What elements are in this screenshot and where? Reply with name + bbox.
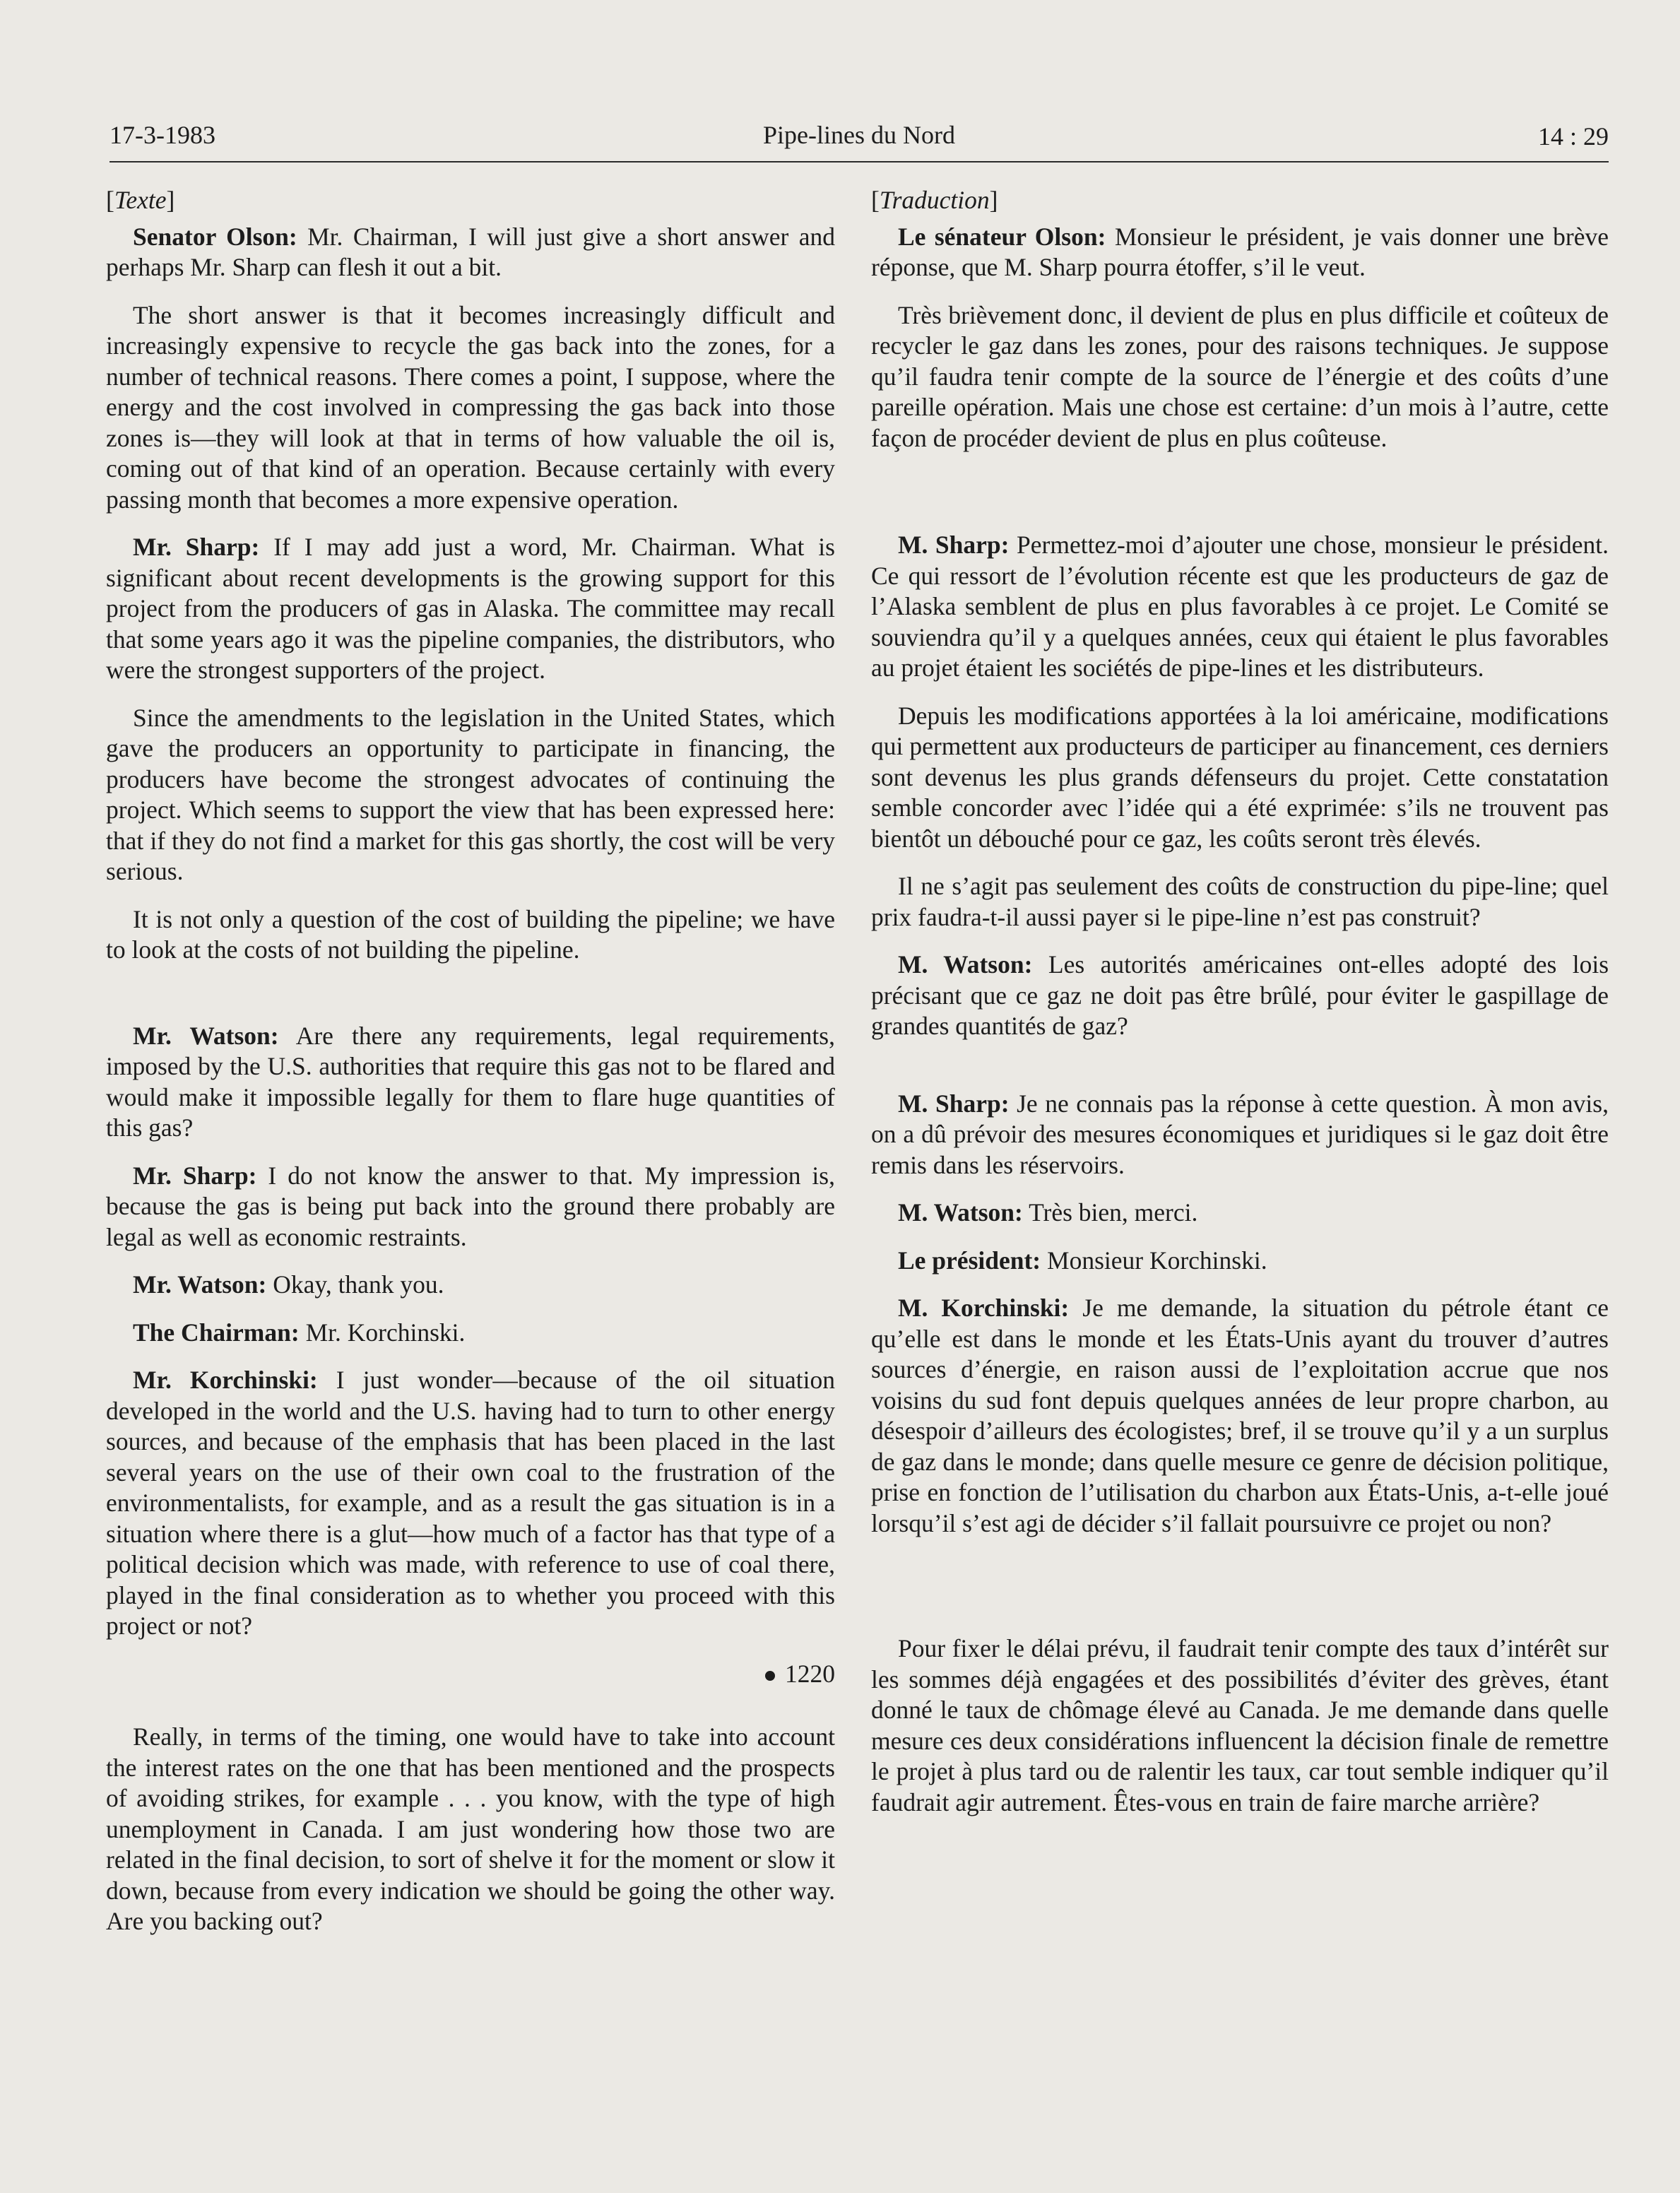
bullet-icon (765, 1671, 775, 1681)
speaker-name: M. Watson: (898, 1198, 1023, 1226)
time-marker: 1220 (106, 1659, 835, 1690)
speaker-name: Mr. Watson: (133, 1270, 267, 1299)
speaker-name: M. Watson: (898, 950, 1033, 979)
paragraph: Pour fixer le délai prévu, il faudrait tenir compte des taux d’intérêt sur les sommes déjà engagées et des possibilités d’éviter des grèves, étant donné le taux de chômage élevé au Canada. Je me demande dans quelle mesure ces deux considérations influencent la décision finale de remettre le projet à plus tard ou de ralentir les taux, car tout semble indiquer qu’il faudrait agir autrement. Êtes-vous en train de faire marche arrière? (871, 1634, 1609, 1816)
paragraph: M. Korchinski: Je me demande, la situation du pétrole étant ce qu’elle est dans le monde et les États-Unis ayant du trouver d’autres sources d’énergie, en raison aussi de l’exploitation accrue que nos voisins du sud font depuis quelques années de leur propre charbon, au désespoir d’ailleurs des écologistes; bref, il se trouve qu’il y a un surplus de gaz dans le monde; dans quelle mesure ce genre de décision politique, prise en fonction de l’utilisation du charbon aux États-Unis, a-t-elle joué lorsqu’il s’est agi de décider s’il fallait poursuivre ce projet ou non? (871, 1294, 1609, 1537)
speaker-name: Senator Olson: (133, 222, 297, 251)
page-header (110, 117, 1609, 162)
paragraph: Really, in terms of the timing, one would have to take into account the interest rates on the one that has been mentioned and the prospects of avoiding strikes, for example . . . you know, with the type of high unemployment in Canada. I am just wondering how those two are related in the final decision, to sort of shelve it for the moment or slow it down, because from every indication we should be going the other way. Are you backing out? (106, 1722, 835, 1935)
paragraph: Mr. Watson: Are there any requirements, legal requirements, imposed by the U.S. authorities that require this gas not to be flared and would make it impossible legally for them to flare huge quantities of this gas? (106, 1021, 835, 1142)
header-date: 17-3-1983 (110, 121, 215, 149)
paragraph: M. Watson: Très bien, merci. (898, 1198, 1198, 1226)
header-page-number: 14 : 29 (1537, 122, 1609, 150)
paragraph: The Chairman: Mr. Korchinski. (133, 1318, 466, 1347)
speaker-name: Mr. Sharp: (133, 533, 260, 561)
paragraph: M. Sharp: Permettez-moi d’ajouter une chose, monsieur le président. Ce qui ressort de l’évolution récente est que les producteurs de gaz de l’Alaska semblent de plus en plus favorables à ce projet. Le Comité se souviendra qu’il y a quelques années, ceux qui étaient le plus favorables au projet étaient les sociétés de pipe-lines et les distributeurs. (871, 531, 1609, 682)
paragraph: Il ne s’agit pas seulement des coûts de construction du pipe-line; quel prix faudra-t-il aussi payer si le pipe-line n’est pas construit? (871, 872, 1609, 931)
paragraph: It is not only a question of the cost of building the pipeline; we have to look at the costs of not building the pipeline. (106, 904, 835, 964)
speaker-name: The Chairman: (133, 1318, 300, 1347)
paragraph: Since the amendments to the legislation in the United States, which gave the producers an opportunity to participate in financing, the producers have become the strongest advocates of continuing the project. Which seems to support the view that has been expressed here: that if they do not find a market for this gas shortly, the cost will be very serious. (106, 703, 835, 885)
speaker-name: M. Sharp: (898, 531, 1010, 559)
column-tag-french: [Traduction] (871, 186, 998, 214)
paragraph: M. Watson: Les autorités américaines ont-elles adopté des lois précisant que ce gaz ne doit pas être brûlé, pour éviter le gaspillage de grandes quantités de gaz? (871, 950, 1609, 1040)
speaker-name: Mr. Watson: (133, 1021, 279, 1050)
header-title: Pipe-lines du Nord (763, 121, 955, 149)
paragraph: Depuis les modifications apportées à la loi américaine, modifications qui permettent aux producteurs de participer au financement, ces derniers sont devenus les plus grands défenseurs du projet. Cette constatation semble concorder avec l’idée qui a été exprimée: s’ils ne trouvent pas bientôt un débouché pour ce gaz, les coûts seront très élevés. (871, 701, 1609, 853)
paragraph: M. Sharp: Je ne connais pas la réponse à cette question. À mon avis, on a dû prévoir des mesures économiques et juridiques si le gaz doit être remis dans les réservoirs. (871, 1089, 1609, 1179)
speaker-name: Mr. Korchinski: (133, 1366, 318, 1394)
paragraph: Très brièvement donc, il devient de plus en plus difficile et coûteux de recycler le gaz dans les zones, pour des raisons techniques. Je suppose qu’il faudra tenir compte de la source de l’énergie et des coûts d’une pareille opération. Mais une chose est certaine: d’un mois à l’autre, cette façon de procéder devient de plus en plus coûteuse. (871, 300, 1609, 452)
paragraph: Mr. Watson: Okay, thank you. (133, 1270, 444, 1299)
paragraph: The short answer is that it becomes increasingly difficult and increasingly expensive to recycle the gas back into the zones, for a number of technical reasons. There comes a point, I suppose, where the energy and the cost involved in compressing the gas back into those zones is—they will look at that in terms of how valuable the oil is, coming out of that kind of an operation. Because certainly with every passing month that becomes a more expensive operation. (106, 300, 835, 514)
paragraph: Senator Olson: Mr. Chairman, I will just give a short answer and perhaps Mr. Sharp can flesh it out a bit. (106, 222, 835, 281)
french-column (871, 185, 1609, 1818)
speaker-name: M. Sharp: (898, 1089, 1010, 1118)
paragraph: Mr. Sharp: If I may add just a word, Mr. Chairman. What is significant about recent developments is the growing support for this project from the producers of gas in Alaska. The committee may recall that some years ago it was the pipeline companies, the distributors, who were the strongest supporters of the project. (106, 533, 835, 684)
english-column (106, 185, 835, 1937)
paragraph: Le sénateur Olson: Monsieur le président, je vais donner une brève réponse, que M. Sharp pourra étoffer, s’il le veut. (871, 222, 1609, 281)
column-tag-english: [Texte] (106, 186, 175, 214)
paragraph: Mr. Sharp: I do not know the answer to that. My impression is, because the gas is being put back into the ground there probably are legal as well as economic restraints. (106, 1161, 835, 1251)
speaker-name: Mr. Sharp: (133, 1161, 257, 1190)
speaker-name: M. Korchinski: (898, 1294, 1070, 1322)
speaker-name: Le président: (898, 1246, 1041, 1275)
speaker-name: Le sénateur Olson: (898, 222, 1106, 251)
paragraph: Le président: Monsieur Korchinski. (898, 1246, 1267, 1275)
paragraph: Mr. Korchinski: I just wonder—because of the oil situation developed in the world and the U.S. having had to turn to other energy sources, and because of the emphasis that has been placed in the last several years on the use of their own coal to the frustration of the environmentalists, for example, and as a result the gas situation is in a situation where there is a glut—how much of a factor has that type of a political decision which was made, with reference to use of coal there, played in the final consideration as to whether you proceed with this project or not? (106, 1366, 835, 1640)
